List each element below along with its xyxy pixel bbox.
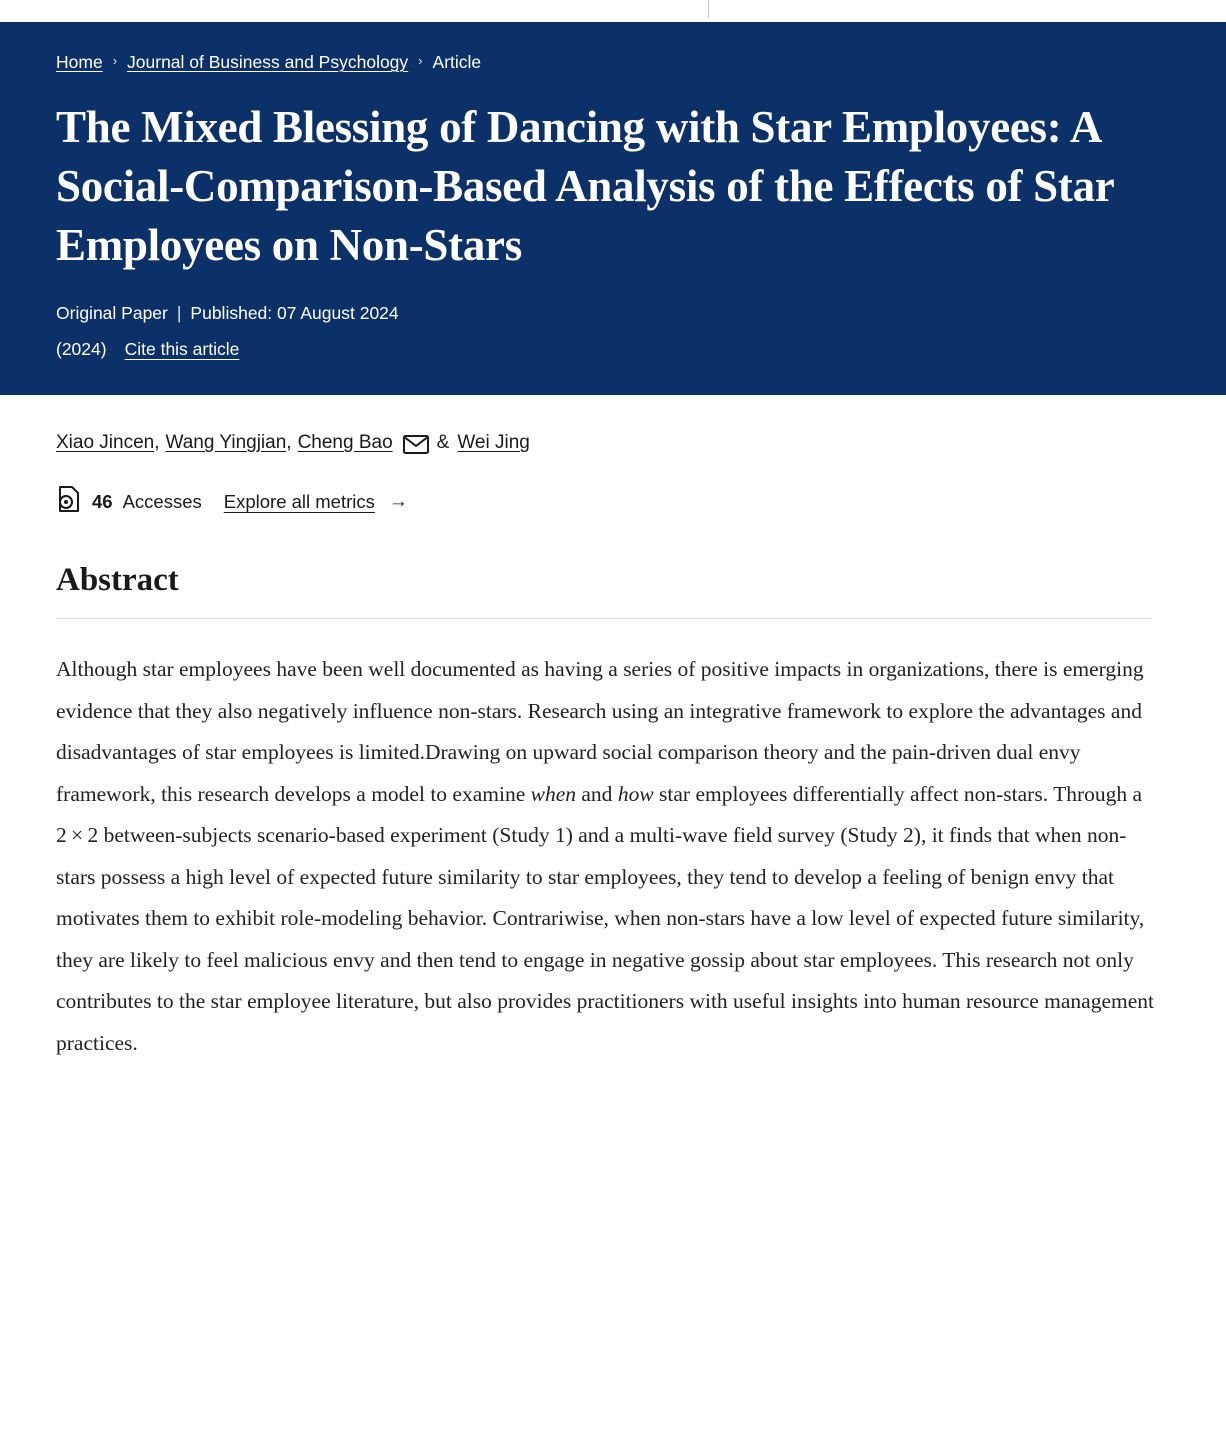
author-link-1[interactable]: Xiao Jincen [56, 432, 155, 453]
abstract-emphasis-how: how [617, 781, 654, 806]
author-link-2[interactable]: Wang Yingjian [165, 432, 287, 453]
envelope-icon[interactable] [403, 435, 429, 454]
page-title: The Mixed Blessing of Dancing with Star Employees: A Social-Comparison-Based Analysis of the Effects of Star Employees on Non-Stars [56, 102, 1114, 270]
publication-year: (2024) [56, 339, 107, 359]
page-top-strip [0, 0, 1226, 22]
meta-separator: | [176, 303, 182, 323]
chevron-right-icon: › [112, 53, 118, 68]
author-connector: & [436, 432, 450, 453]
chevron-right-icon: › [418, 53, 423, 68]
abstract-part: and [576, 781, 618, 806]
author-link-3[interactable]: Cheng Bao [297, 432, 393, 453]
abstract-heading: Abstract [56, 562, 179, 598]
accesses-count: 46 [92, 490, 113, 512]
abstract-text [56, 649, 1160, 1064]
article-type: Original Paper [56, 303, 168, 323]
arrow-right-icon: → [388, 490, 408, 512]
article-meta [56, 301, 1170, 325]
breadcrumb [56, 50, 1170, 74]
cite-this-article-link[interactable]: Cite this article [124, 339, 240, 359]
article-citation-line [56, 337, 1170, 361]
abstract-part: Although star employees have been well documented as having a series of positive impacts in organizations, there is emerging evidence that they also negatively influence non-stars. Research using an integrative framework to explore the advantages and disadvantages of star employees is limited.Drawing on upward social comparison theory and the pain-driven dual envy framework, this research develops a model to examine [56, 657, 1144, 806]
article-hero [0, 22, 1226, 395]
abstract-part: star employees differentially affect non-stars. Through a 2 × 2 between-subjects scenario-based experiment (Study 1) and a multi-wave field survey (Study 2), it finds that when non-stars possess a high level of expected future similarity to star employees, they tend to develop a feeling of benign envy that motivates them to exhibit role-modeling behavior. Contrariwise, when non-stars have a low level of expected future similarity, they are likely to feel malicious envy and then tend to engage in negative gossip about star employees. This research not only contributes to the star employee literature, but also provides practitioners with useful insights into human resource management practices. [56, 781, 1155, 1055]
accesses-label: Accesses [122, 490, 202, 512]
author-separator: , [286, 432, 292, 453]
published-date: Published: 07 August 2024 [190, 303, 399, 323]
explore-all-metrics-link[interactable]: Explore all metrics [223, 490, 375, 512]
breadcrumb-item-article: Article [432, 52, 482, 72]
author-list [56, 429, 1170, 457]
accesses-icon [56, 485, 82, 518]
toolbar-divider [708, 0, 709, 18]
section-divider [56, 618, 1152, 619]
breadcrumb-item-journal[interactable]: Journal of Business and Psychology [127, 52, 409, 72]
article-body [0, 395, 1226, 1064]
author-separator: , [154, 432, 160, 453]
author-link-4[interactable]: Wei Jing [457, 432, 530, 453]
article-metrics [56, 485, 1170, 518]
breadcrumb-item-home[interactable]: Home [56, 52, 103, 72]
abstract-emphasis-when: when [530, 781, 577, 806]
